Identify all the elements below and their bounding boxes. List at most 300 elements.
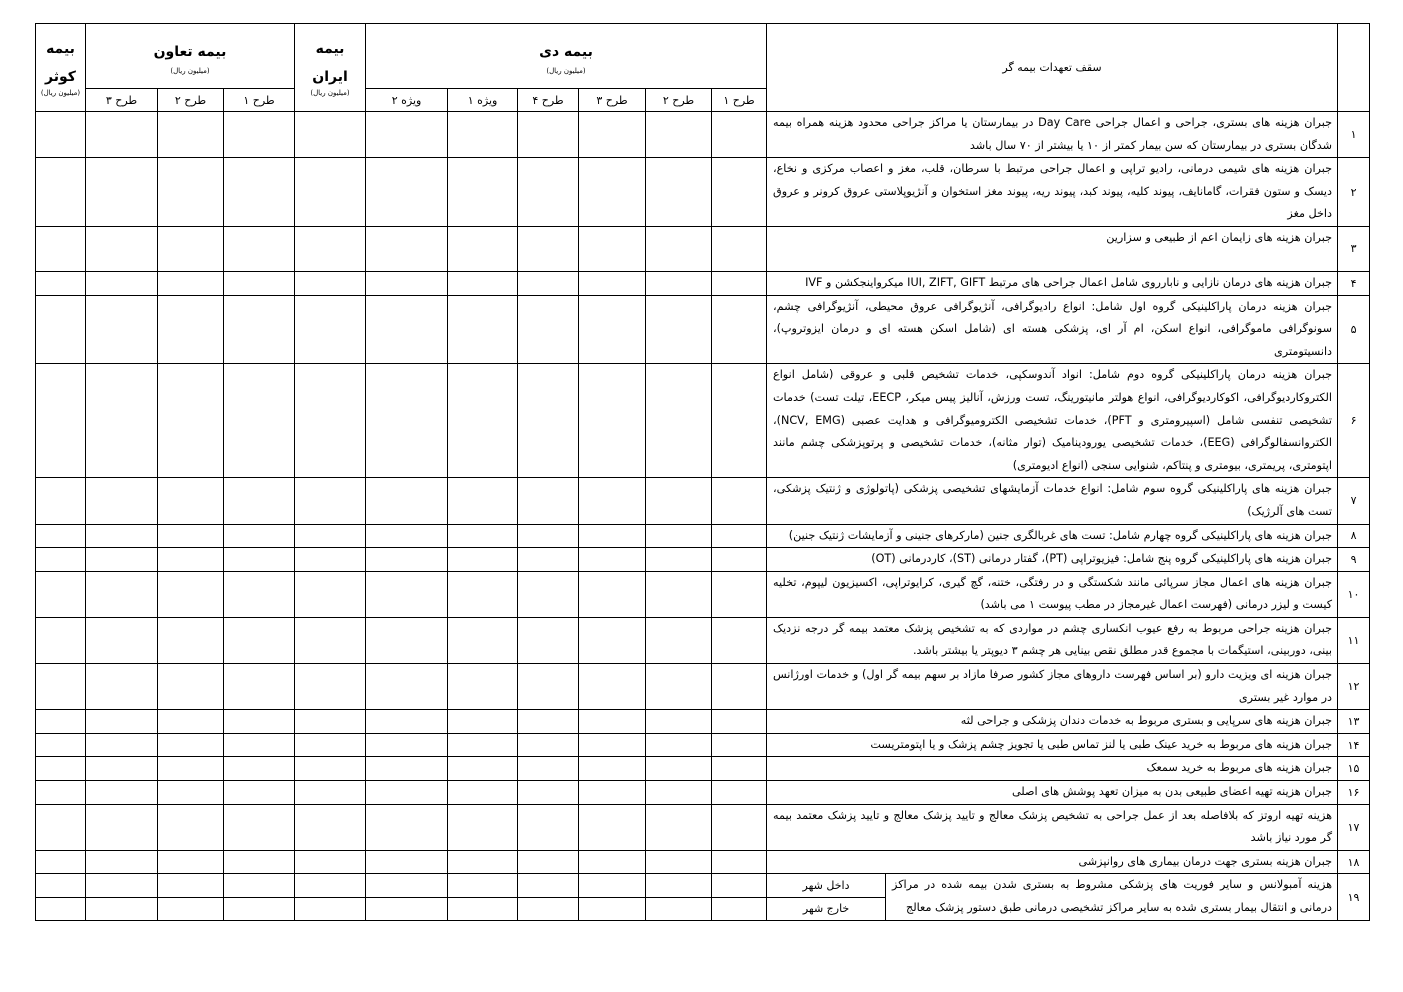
value-cell[interactable] (646, 781, 712, 805)
value-cell[interactable] (579, 548, 646, 572)
iran-insurance-header (295, 24, 366, 112)
value-cell[interactable] (86, 781, 158, 805)
value-cell[interactable] (646, 226, 712, 271)
value-cell[interactable] (448, 364, 518, 478)
row-number-header (1338, 24, 1370, 112)
value-cell[interactable] (646, 364, 712, 478)
value-cell[interactable] (86, 804, 158, 850)
value-cell[interactable] (518, 874, 579, 897)
row-number: ۲ (1338, 158, 1370, 227)
value-cell[interactable] (295, 664, 366, 710)
value-cell[interactable] (295, 295, 366, 364)
value-cell[interactable] (712, 804, 767, 850)
value-cell[interactable] (36, 733, 86, 757)
value-cell[interactable] (712, 733, 767, 757)
coverage-description: هزینه آمبولانس و سایر فوریت های پزشکی مشروط به بستری شدن بیمه شده در مراکز درمانی و انتقال بیمار بستری شده به سایر مراکز تشخیصی درمانی طبق دستور پزشک معالج (886, 874, 1338, 920)
value-cell[interactable] (86, 664, 158, 710)
value-cell[interactable] (86, 364, 158, 478)
value-cell[interactable] (518, 710, 579, 734)
value-cell[interactable] (448, 158, 518, 227)
table-row (36, 524, 1370, 548)
value-cell[interactable] (295, 571, 366, 617)
value-cell[interactable] (448, 548, 518, 572)
dey-plan-3-header: طرح ۳ (579, 89, 646, 112)
value-cell[interactable] (36, 295, 86, 364)
value-cell[interactable] (224, 897, 295, 920)
coverage-description: جبران هزینه های سرپایی و بستری مربوط به خدمات دندان پزشکی و جراحی لثه (767, 710, 1338, 734)
value-cell[interactable] (518, 733, 579, 757)
value-cell[interactable] (518, 364, 579, 478)
value-cell[interactable] (158, 478, 224, 524)
value-cell[interactable] (295, 804, 366, 850)
coverage-description: جبران هزینه ای ویزیت دارو (بر اساس فهرست داروهای مجاز کشور صرفا مازاد بر سهم بیمه گر اول) و خدمات اورژانس در موارد غیر بستری (767, 664, 1338, 710)
table-row (36, 226, 1370, 271)
value-cell[interactable] (224, 158, 295, 227)
dey-plan-4-header: طرح ۴ (518, 89, 579, 112)
row-number: ۱۸ (1338, 850, 1370, 874)
value-cell[interactable] (712, 524, 767, 548)
value-cell[interactable] (158, 757, 224, 781)
value-cell[interactable] (366, 478, 448, 524)
table-row (36, 548, 1370, 572)
dey-insurance-header (366, 24, 767, 89)
value-cell[interactable] (36, 226, 86, 271)
coverage-description: جبران هزینه های پاراکلینیکی گروه پنج شامل: فیزیوتراپی (PT)، گفتار درمانی (ST)، کاردرمانی (OT) (767, 548, 1338, 572)
value-cell[interactable] (712, 548, 767, 572)
coverage-description: جبران هزینه درمان پاراکلینیکی گروه اول شامل: انواع رادیوگرافی، آنژیوگرافی عروق محیطی، آنژیوگرافی چشم، سونوگرافی ماموگرافی، انواع اسکن، ام آر ای، پزشکی هسته ای (شامل اسکن هسته ای و درمان ایزوتروپ)، دانسیتومتری (767, 295, 1338, 364)
value-cell[interactable] (646, 548, 712, 572)
value-cell[interactable] (518, 112, 579, 158)
value-cell[interactable] (224, 478, 295, 524)
value-cell[interactable] (579, 897, 646, 920)
coverage-description: جبران هزینه های درمان نازایی و نابارروی شامل اعمال جراحی های مرتبط IUI, ZIFT, GIFT میکرواینجکشن و IVF (767, 271, 1338, 295)
value-cell[interactable] (224, 874, 295, 897)
value-cell[interactable] (366, 158, 448, 227)
iran-insurance-name-line2: ایران (312, 68, 348, 85)
value-cell[interactable] (579, 295, 646, 364)
value-cell[interactable] (448, 524, 518, 548)
row-number: ۱۴ (1338, 733, 1370, 757)
row-number: ۳ (1338, 226, 1370, 271)
row-number: ۱۹ (1338, 874, 1370, 920)
kowsar-insurance-unit: (میلیون ریال) (40, 88, 81, 97)
value-cell[interactable] (712, 295, 767, 364)
insurance-comparison-table (35, 23, 1370, 921)
value-cell[interactable] (518, 524, 579, 548)
value-cell[interactable] (295, 733, 366, 757)
value-cell[interactable] (646, 874, 712, 897)
value-cell[interactable] (712, 617, 767, 663)
value-cell[interactable] (366, 271, 448, 295)
value-cell[interactable] (295, 757, 366, 781)
value-cell[interactable] (579, 850, 646, 874)
taavon-plan-1-header: طرح ۱ (224, 89, 295, 112)
value-cell[interactable] (36, 478, 86, 524)
value-cell[interactable] (448, 571, 518, 617)
coverage-description: جبران هزینه های پاراکلینیکی گروه سوم شامل: انواع خدمات آزمایشهای تشخیصی پزشکی (پاتولوژی و ژنتیک پزشکی، تست های آلرژیک) (767, 478, 1338, 524)
iran-insurance-name-line1: بیمه (315, 40, 345, 57)
taavon-plan-2-header: طرح ۲ (158, 89, 224, 112)
coverage-description: جبران هزینه بستری جهت درمان بیماری های روانپزشی (767, 850, 1338, 874)
value-cell[interactable] (36, 781, 86, 805)
value-cell[interactable] (224, 548, 295, 572)
value-cell[interactable] (86, 295, 158, 364)
value-cell[interactable] (86, 874, 158, 897)
value-cell[interactable] (518, 804, 579, 850)
value-cell[interactable] (518, 271, 579, 295)
value-cell[interactable] (448, 874, 518, 897)
value-cell[interactable] (158, 271, 224, 295)
coverage-description: هزینه تهیه اروتز که بلافاصله بعد از عمل جراحی به تشخیص پزشک معالج و تایید پزشک معالج و تایید پزشک معتمد بیمه گر مورد نیاز باشد (767, 804, 1338, 850)
value-cell[interactable] (579, 781, 646, 805)
value-cell[interactable] (36, 897, 86, 920)
coverage-description: جبران هزینه های زایمان اعم از طبیعی و سزارین (767, 226, 1338, 271)
row-number: ۱۷ (1338, 804, 1370, 850)
value-cell[interactable] (518, 757, 579, 781)
kowsar-insurance-name-line1: بیمه (46, 40, 75, 57)
row-number: ۵ (1338, 295, 1370, 364)
value-cell[interactable] (712, 710, 767, 734)
taavon-insurance-name: بیمه تعاون (153, 44, 227, 60)
row-number: ۹ (1338, 548, 1370, 572)
coverage-description: جبران هزینه های اعمال مجاز سرپائی مانند شکستگی و در رفتگی، ختنه، گچ گیری، کرایوتراپی، اکسیزیون لیپوم، تخلیه کیست و لیزر درمانی (فهرست اعمال غیرمجاز در مطب پیوست ۱ می باشد) (767, 571, 1338, 617)
value-cell[interactable] (712, 571, 767, 617)
value-cell[interactable] (224, 710, 295, 734)
table-row (36, 710, 1370, 734)
value-cell[interactable] (224, 226, 295, 271)
value-cell[interactable] (158, 524, 224, 548)
value-cell[interactable] (158, 850, 224, 874)
dey-special-1-header: ویژه ۱ (448, 89, 518, 112)
value-cell[interactable] (86, 571, 158, 617)
table-row (36, 664, 1370, 710)
value-cell[interactable] (295, 874, 366, 897)
value-cell[interactable] (224, 571, 295, 617)
value-cell[interactable] (295, 897, 366, 920)
kowsar-insurance-name-line2: کوثر (45, 68, 76, 85)
value-cell[interactable] (36, 158, 86, 227)
value-cell[interactable] (224, 850, 295, 874)
coverage-description: جبران هزینه جراحی مربوط به رفع عیوب انکساری چشم در مواردی که به تشخیص پزشک معتمد بیمه گر درجه نزدیک بینی، دوربینی، استیگمات با مجموع قدر مطلق نقص بینایی هر چشم ۳ دیوپتر یا بیشتر باشد. (767, 617, 1338, 663)
value-cell[interactable] (224, 781, 295, 805)
coverage-description: جبران هزینه های مربوط به خرید عینک طبی یا لنز تماس طبی یا تجویز چشم پزشک و یا اپتومتریست (767, 733, 1338, 757)
value-cell[interactable] (579, 757, 646, 781)
value-cell[interactable] (579, 571, 646, 617)
dey-plan-1-header: طرح ۱ (712, 89, 767, 112)
value-cell[interactable] (86, 757, 158, 781)
value-cell[interactable] (712, 874, 767, 897)
value-cell[interactable] (366, 295, 448, 364)
table-row (36, 112, 1370, 158)
value-cell[interactable] (36, 850, 86, 874)
value-cell[interactable] (448, 664, 518, 710)
table-row (36, 757, 1370, 781)
value-cell[interactable] (158, 733, 224, 757)
value-cell[interactable] (158, 364, 224, 478)
dey-insurance-name: بیمه دی (539, 44, 593, 60)
value-cell[interactable] (366, 757, 448, 781)
value-cell[interactable] (518, 664, 579, 710)
value-cell[interactable] (366, 571, 448, 617)
value-cell[interactable] (86, 478, 158, 524)
value-cell[interactable] (86, 710, 158, 734)
dey-insurance-unit: (میلیون ریال) (546, 67, 586, 75)
table-row (36, 158, 1370, 227)
value-cell[interactable] (158, 571, 224, 617)
value-cell[interactable] (518, 226, 579, 271)
value-cell[interactable] (36, 364, 86, 478)
value-cell[interactable] (295, 478, 366, 524)
ceiling-header: سقف تعهدات بیمه گر (767, 24, 1338, 112)
value-cell[interactable] (712, 112, 767, 158)
value-cell[interactable] (295, 710, 366, 734)
value-cell[interactable] (86, 226, 158, 271)
dey-special-2-header: ویژه ۲ (366, 89, 448, 112)
value-cell[interactable] (712, 850, 767, 874)
value-cell[interactable] (158, 158, 224, 227)
value-cell[interactable] (366, 710, 448, 734)
value-cell[interactable] (518, 781, 579, 805)
value-cell[interactable] (518, 548, 579, 572)
value-cell[interactable] (295, 548, 366, 572)
value-cell[interactable] (224, 617, 295, 663)
value-cell[interactable] (448, 226, 518, 271)
value-cell[interactable] (366, 364, 448, 478)
value-cell[interactable] (448, 295, 518, 364)
value-cell[interactable] (158, 112, 224, 158)
value-cell[interactable] (712, 664, 767, 710)
value-cell[interactable] (86, 271, 158, 295)
value-cell[interactable] (646, 850, 712, 874)
row-number: ۱۵ (1338, 757, 1370, 781)
value-cell[interactable] (224, 733, 295, 757)
value-cell[interactable] (448, 112, 518, 158)
value-cell[interactable] (36, 664, 86, 710)
value-cell[interactable] (518, 571, 579, 617)
kowsar-insurance-header (36, 24, 86, 112)
value-cell[interactable] (518, 295, 579, 364)
value-cell[interactable] (224, 271, 295, 295)
value-cell[interactable] (36, 804, 86, 850)
value-cell[interactable] (224, 524, 295, 548)
table-row (36, 804, 1370, 850)
value-cell[interactable] (224, 804, 295, 850)
value-cell[interactable] (579, 478, 646, 524)
value-cell[interactable] (579, 874, 646, 897)
value-cell[interactable] (295, 617, 366, 663)
value-cell[interactable] (712, 897, 767, 920)
value-cell[interactable] (366, 524, 448, 548)
value-cell[interactable] (86, 850, 158, 874)
value-cell[interactable] (224, 295, 295, 364)
value-cell[interactable] (646, 158, 712, 227)
value-cell[interactable] (36, 710, 86, 734)
value-cell[interactable] (579, 710, 646, 734)
value-cell[interactable] (448, 757, 518, 781)
value-cell[interactable] (518, 158, 579, 227)
value-cell[interactable] (295, 781, 366, 805)
value-cell[interactable] (646, 710, 712, 734)
table-row (36, 271, 1370, 295)
table-row (36, 364, 1370, 478)
value-cell[interactable] (646, 478, 712, 524)
row-number: ۱۱ (1338, 617, 1370, 663)
value-cell[interactable] (224, 112, 295, 158)
value-cell[interactable] (646, 804, 712, 850)
value-cell[interactable] (579, 112, 646, 158)
value-cell[interactable] (712, 478, 767, 524)
value-cell[interactable] (518, 897, 579, 920)
row-number: ۱۳ (1338, 710, 1370, 734)
value-cell[interactable] (224, 364, 295, 478)
value-cell[interactable] (646, 757, 712, 781)
value-cell[interactable] (579, 226, 646, 271)
iran-insurance-unit: (میلیون ریال) (310, 88, 350, 97)
value-cell[interactable] (36, 757, 86, 781)
coverage-description: جبران هزینه های پاراکلینیکی گروه چهارم شامل: تست های غربالگری جنین (مارکرهای جنینی و آزمایشات ژنتیک جنین) (767, 524, 1338, 548)
value-cell[interactable] (224, 664, 295, 710)
value-cell[interactable] (646, 664, 712, 710)
value-cell[interactable] (366, 226, 448, 271)
value-cell[interactable] (295, 226, 366, 271)
value-cell[interactable] (36, 271, 86, 295)
value-cell[interactable] (158, 617, 224, 663)
value-cell[interactable] (712, 158, 767, 227)
coverage-description: جبران هزینه تهیه اعضای طبیعی بدن به میزان تعهد پوشش های اصلی (767, 781, 1338, 805)
value-cell[interactable] (579, 733, 646, 757)
value-cell[interactable] (158, 295, 224, 364)
value-cell[interactable] (366, 874, 448, 897)
value-cell[interactable] (712, 364, 767, 478)
value-cell[interactable] (448, 478, 518, 524)
value-cell[interactable] (579, 617, 646, 663)
taavon-plan-3-header: طرح ۳ (86, 89, 158, 112)
value-cell[interactable] (712, 781, 767, 805)
value-cell[interactable] (36, 874, 86, 897)
value-cell[interactable] (579, 524, 646, 548)
value-cell[interactable] (366, 897, 448, 920)
value-cell[interactable] (448, 781, 518, 805)
value-cell[interactable] (86, 524, 158, 548)
table-row (36, 781, 1370, 805)
value-cell[interactable] (224, 757, 295, 781)
table-row (36, 478, 1370, 524)
value-cell[interactable] (366, 548, 448, 572)
value-cell[interactable] (712, 271, 767, 295)
value-cell[interactable] (295, 524, 366, 548)
value-cell[interactable] (36, 112, 86, 158)
value-cell[interactable] (158, 897, 224, 920)
row-number: ۷ (1338, 478, 1370, 524)
coverage-description: جبران هزینه درمان پاراکلینیکی گروه دوم شامل: انواد آندوسکپی، خدمات تشخیص قلبی و عروقی (شامل انواع الکتروکاردیوگرافی، اکوکاردیوگرافی، انواع هولتر مانیتورینگ، تست ورزش، آنالیز پیس میکر، EECP، تیلت تست) خدمات تشخیصی تنفسی شامل (اسپیرومتری و PFT)، خدمات تشخیصی الکترومیوگرافی و هدایت عصبی (NCV, EMG)، الکتروانسفالوگرافی (EEG)، خدمات تشخیصی یورودینامیک (توار مثانه)، خدمات تشخیصی و پرتوپزشکی چشم مانند اپتومتری، پریمتری، بیومتری و پنتاکم، شنوایی سنجی (انواع ادیومتری) (767, 364, 1338, 478)
table-row (36, 850, 1370, 874)
value-cell[interactable] (448, 617, 518, 663)
value-cell[interactable] (448, 897, 518, 920)
row-number: ۴ (1338, 271, 1370, 295)
value-cell[interactable] (366, 804, 448, 850)
value-cell[interactable] (448, 850, 518, 874)
value-cell[interactable] (36, 571, 86, 617)
value-cell[interactable] (518, 617, 579, 663)
coverage-description: جبران هزینه های شیمی درمانی، رادیو تراپی و اعمال جراحی مرتبط با سرطان، قلب، مغز و اعصاب مرکزی و نخاع، دیسک و ستون فقرات، گامانایف، پیوند کلیه، پیوند کبد، پیوند ریه، پیوند مغز استخوان و آنژیوپلاستی عروق کرونر و عروق داخل مغز (767, 158, 1338, 227)
value-cell[interactable] (646, 295, 712, 364)
value-cell[interactable] (646, 112, 712, 158)
value-cell[interactable] (646, 617, 712, 663)
table-row (36, 295, 1370, 364)
value-cell[interactable] (36, 617, 86, 663)
value-cell[interactable] (366, 850, 448, 874)
taavon-insurance-unit: (میلیون ریال) (170, 67, 210, 75)
value-cell[interactable] (86, 733, 158, 757)
value-cell[interactable] (36, 524, 86, 548)
value-cell[interactable] (579, 364, 646, 478)
value-cell[interactable] (448, 710, 518, 734)
table-row (36, 733, 1370, 757)
value-cell[interactable] (86, 112, 158, 158)
value-cell[interactable] (86, 158, 158, 227)
row-number: ۶ (1338, 364, 1370, 478)
value-cell[interactable] (646, 571, 712, 617)
value-cell[interactable] (86, 617, 158, 663)
row-number: ۱۰ (1338, 571, 1370, 617)
value-cell[interactable] (712, 226, 767, 271)
value-cell[interactable] (366, 664, 448, 710)
value-cell[interactable] (366, 733, 448, 757)
value-cell[interactable] (295, 850, 366, 874)
row-number: ۱۲ (1338, 664, 1370, 710)
value-cell[interactable] (36, 548, 86, 572)
value-cell[interactable] (712, 757, 767, 781)
value-cell[interactable] (158, 226, 224, 271)
row-number: ۱۶ (1338, 781, 1370, 805)
table-row (36, 617, 1370, 663)
taavon-insurance-header (86, 24, 295, 89)
value-cell[interactable] (579, 664, 646, 710)
value-cell[interactable] (158, 804, 224, 850)
value-cell[interactable] (448, 804, 518, 850)
value-cell[interactable] (158, 874, 224, 897)
coverage-description: جبران هزینه های مربوط به خرید سمعک (767, 757, 1338, 781)
value-cell[interactable] (366, 781, 448, 805)
value-cell[interactable] (646, 733, 712, 757)
value-cell[interactable] (158, 548, 224, 572)
value-cell[interactable] (646, 897, 712, 920)
value-cell[interactable] (366, 112, 448, 158)
value-cell[interactable] (295, 364, 366, 478)
value-cell[interactable] (86, 897, 158, 920)
value-cell[interactable] (579, 158, 646, 227)
value-cell[interactable] (295, 158, 366, 227)
table-row (36, 874, 1370, 897)
value-cell[interactable] (295, 271, 366, 295)
value-cell[interactable] (448, 733, 518, 757)
value-cell[interactable] (448, 271, 518, 295)
value-cell[interactable] (518, 850, 579, 874)
value-cell[interactable] (158, 710, 224, 734)
value-cell[interactable] (579, 271, 646, 295)
value-cell[interactable] (579, 804, 646, 850)
value-cell[interactable] (646, 524, 712, 548)
value-cell[interactable] (295, 112, 366, 158)
coverage-description: جبران هزینه های بستری، جراحی و اعمال جراحی Day Care در بیمارستان یا مراکز جراحی محدود هزینه همراه بیمه شدگان بستری در بیمارستان که سن بیمار کمتر از ۱۰ یا بیشتر از ۷۰ سال باشد (767, 112, 1338, 158)
value-cell[interactable] (646, 271, 712, 295)
value-cell[interactable] (158, 664, 224, 710)
value-cell[interactable] (86, 548, 158, 572)
row-number: ۱ (1338, 112, 1370, 158)
value-cell[interactable] (518, 478, 579, 524)
value-cell[interactable] (158, 781, 224, 805)
value-cell[interactable] (366, 617, 448, 663)
